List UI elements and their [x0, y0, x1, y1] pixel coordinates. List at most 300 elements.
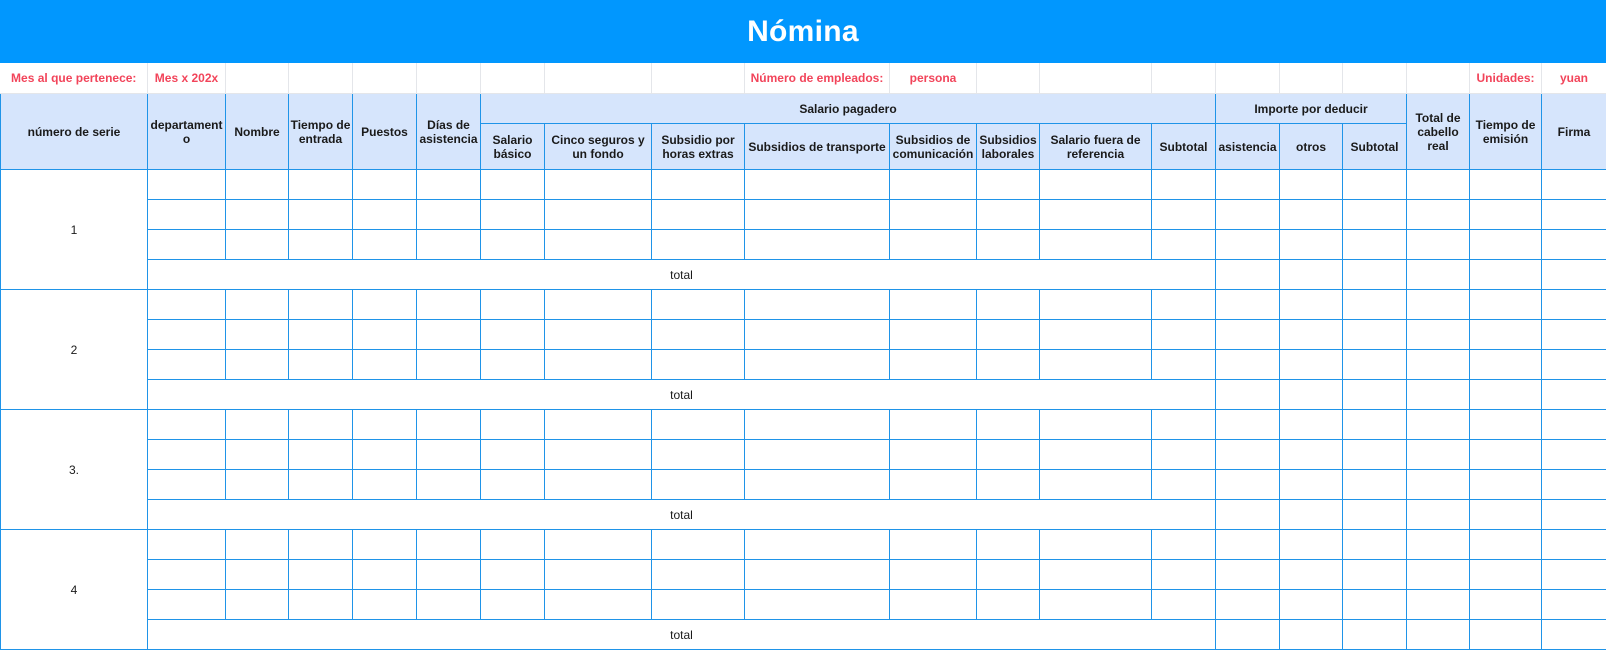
- table-cell[interactable]: [977, 170, 1040, 200]
- table-cell[interactable]: [289, 230, 353, 260]
- table-cell[interactable]: [353, 530, 417, 560]
- info-cell[interactable]: [289, 63, 353, 94]
- table-cell[interactable]: [890, 470, 977, 500]
- table-cell[interactable]: [1470, 590, 1542, 620]
- table-cell[interactable]: [1343, 410, 1407, 440]
- employees-label: Número de empleados:: [745, 63, 890, 94]
- header-issue-time: Tiempo de emisión: [1470, 94, 1542, 170]
- table-cell[interactable]: [1216, 290, 1280, 320]
- table-cell[interactable]: [1542, 530, 1606, 560]
- info-cell[interactable]: [977, 63, 1040, 94]
- table-cell[interactable]: [1470, 350, 1542, 380]
- header-deduct-group: Importe por deducir: [1216, 94, 1407, 124]
- table-cell[interactable]: [417, 470, 481, 500]
- table-cell[interactable]: [1040, 560, 1152, 590]
- header-net-total: Total de cabello real: [1407, 94, 1470, 170]
- serial-number: 4: [1, 530, 148, 650]
- serial-number: 2: [1, 290, 148, 410]
- table-cell[interactable]: [226, 350, 289, 380]
- table-cell[interactable]: [1216, 620, 1280, 650]
- table-cell[interactable]: [745, 290, 890, 320]
- table-cell[interactable]: [1343, 590, 1407, 620]
- header-signature: Firma: [1542, 94, 1606, 170]
- table-cell[interactable]: [1040, 170, 1152, 200]
- info-cell[interactable]: [226, 63, 289, 94]
- table-cell[interactable]: [1470, 290, 1542, 320]
- table-cell[interactable]: [289, 320, 353, 350]
- table-row: [1, 530, 1606, 560]
- table-cell[interactable]: [1280, 560, 1343, 590]
- payroll-table: [0, 63, 1606, 650]
- table-cell[interactable]: [1216, 230, 1280, 260]
- table-cell[interactable]: [1470, 530, 1542, 560]
- table-cell[interactable]: [1470, 200, 1542, 230]
- info-cell[interactable]: [417, 63, 481, 94]
- table-cell[interactable]: [652, 410, 745, 440]
- table-cell[interactable]: [1542, 560, 1606, 590]
- table-cell[interactable]: [417, 200, 481, 230]
- table-cell[interactable]: [1152, 590, 1216, 620]
- table-cell[interactable]: [1280, 440, 1343, 470]
- table-cell[interactable]: [977, 290, 1040, 320]
- table-cell[interactable]: [1470, 620, 1542, 650]
- table-cell[interactable]: [148, 530, 226, 560]
- info-cell[interactable]: [1216, 63, 1280, 94]
- table-cell[interactable]: [745, 560, 890, 590]
- table-cell[interactable]: [1040, 230, 1152, 260]
- table-cell[interactable]: [1343, 350, 1407, 380]
- table-cell[interactable]: [1280, 350, 1343, 380]
- table-cell[interactable]: [1407, 470, 1470, 500]
- table-cell[interactable]: [1152, 230, 1216, 260]
- table-cell[interactable]: [353, 290, 417, 320]
- table-cell[interactable]: [1407, 590, 1470, 620]
- table-cell[interactable]: [289, 440, 353, 470]
- table-cell[interactable]: [226, 470, 289, 500]
- header-positions: Puestos: [353, 94, 417, 170]
- table-cell[interactable]: [1542, 260, 1606, 290]
- table-cell[interactable]: [1542, 500, 1606, 530]
- table-cell[interactable]: [1216, 320, 1280, 350]
- table-cell[interactable]: [545, 350, 652, 380]
- table-cell[interactable]: [226, 410, 289, 440]
- table-cell[interactable]: [545, 470, 652, 500]
- table-cell[interactable]: [745, 230, 890, 260]
- table-cell[interactable]: [977, 230, 1040, 260]
- month-value[interactable]: Mes x 202x: [148, 63, 226, 94]
- table-row: [1, 200, 1606, 230]
- table-cell[interactable]: [745, 320, 890, 350]
- table-cell[interactable]: [1216, 410, 1280, 440]
- table-row: [1, 170, 1606, 200]
- table-cell[interactable]: [148, 200, 226, 230]
- table-cell[interactable]: [1280, 230, 1343, 260]
- table-cell[interactable]: [1152, 200, 1216, 230]
- table-cell[interactable]: [481, 440, 545, 470]
- table-cell[interactable]: [745, 410, 890, 440]
- table-cell[interactable]: [1470, 470, 1542, 500]
- info-cell[interactable]: [1343, 63, 1407, 94]
- table-cell[interactable]: [1152, 170, 1216, 200]
- table-cell[interactable]: [652, 440, 745, 470]
- table-cell[interactable]: [1343, 320, 1407, 350]
- table-cell[interactable]: [481, 590, 545, 620]
- table-cell[interactable]: [890, 350, 977, 380]
- table-cell[interactable]: [226, 200, 289, 230]
- table-cell[interactable]: [289, 590, 353, 620]
- table-cell[interactable]: [1280, 590, 1343, 620]
- table-cell[interactable]: [353, 230, 417, 260]
- table-cell[interactable]: [652, 560, 745, 590]
- table-cell[interactable]: [977, 350, 1040, 380]
- table-cell[interactable]: [481, 320, 545, 350]
- table-cell[interactable]: [1343, 260, 1407, 290]
- table-cell[interactable]: [1542, 410, 1606, 440]
- table-cell[interactable]: [1040, 440, 1152, 470]
- table-cell[interactable]: [1470, 230, 1542, 260]
- table-cell[interactable]: [226, 530, 289, 560]
- table-cell[interactable]: [977, 410, 1040, 440]
- table-cell[interactable]: [417, 170, 481, 200]
- table-cell[interactable]: [1542, 290, 1606, 320]
- table-cell[interactable]: [545, 320, 652, 350]
- table-cell[interactable]: [1407, 320, 1470, 350]
- table-cell[interactable]: [417, 320, 481, 350]
- table-cell[interactable]: [1152, 320, 1216, 350]
- table-cell[interactable]: [745, 350, 890, 380]
- table-cell[interactable]: [353, 440, 417, 470]
- table-cell[interactable]: [289, 560, 353, 590]
- info-cell[interactable]: [1040, 63, 1152, 94]
- table-cell[interactable]: [652, 350, 745, 380]
- table-cell[interactable]: [481, 410, 545, 440]
- table-cell[interactable]: [1407, 440, 1470, 470]
- table-cell[interactable]: [353, 200, 417, 230]
- table-cell[interactable]: [1152, 470, 1216, 500]
- table-cell[interactable]: [652, 200, 745, 230]
- table-cell[interactable]: [1280, 620, 1343, 650]
- table-row: [1, 350, 1606, 380]
- table-cell[interactable]: [890, 590, 977, 620]
- table-cell[interactable]: [353, 560, 417, 590]
- table-cell[interactable]: [1542, 620, 1606, 650]
- table-cell[interactable]: [1040, 470, 1152, 500]
- table-cell[interactable]: [1280, 290, 1343, 320]
- units-label: Unidades:: [1470, 63, 1542, 94]
- table-cell[interactable]: [1152, 440, 1216, 470]
- table-cell[interactable]: [545, 530, 652, 560]
- table-cell[interactable]: [1280, 470, 1343, 500]
- table-cell[interactable]: [481, 170, 545, 200]
- table-cell[interactable]: [1280, 170, 1343, 200]
- info-row: [1, 63, 1606, 94]
- table-cell[interactable]: [481, 200, 545, 230]
- table-cell[interactable]: [1407, 200, 1470, 230]
- table-cell[interactable]: [148, 410, 226, 440]
- header-salary-group: Salario pagadero: [481, 94, 1216, 124]
- units-value[interactable]: yuan: [1542, 63, 1606, 94]
- table-cell[interactable]: [289, 470, 353, 500]
- table-cell[interactable]: [1343, 470, 1407, 500]
- table-cell[interactable]: [1216, 560, 1280, 590]
- table-cell[interactable]: [1542, 350, 1606, 380]
- table-cell[interactable]: [289, 530, 353, 560]
- table-cell[interactable]: [890, 170, 977, 200]
- table-cell[interactable]: [545, 410, 652, 440]
- table-cell[interactable]: [481, 560, 545, 590]
- table-cell[interactable]: [1280, 320, 1343, 350]
- header-deduct-subtotal: Subtotal: [1343, 124, 1407, 170]
- table-cell[interactable]: [890, 530, 977, 560]
- table-cell[interactable]: [481, 470, 545, 500]
- table-cell[interactable]: [1343, 380, 1407, 410]
- table-cell[interactable]: [745, 470, 890, 500]
- table-cell[interactable]: [1542, 230, 1606, 260]
- table-cell[interactable]: [289, 290, 353, 320]
- info-cell[interactable]: [1152, 63, 1216, 94]
- table-cell[interactable]: [481, 530, 545, 560]
- table-cell[interactable]: [417, 230, 481, 260]
- table-cell[interactable]: [545, 200, 652, 230]
- table-cell[interactable]: [652, 530, 745, 560]
- table-cell[interactable]: [545, 290, 652, 320]
- table-cell[interactable]: [545, 440, 652, 470]
- table-cell[interactable]: [1470, 410, 1542, 440]
- table-cell[interactable]: [1407, 500, 1470, 530]
- table-cell[interactable]: [745, 590, 890, 620]
- table-cell[interactable]: [1280, 500, 1343, 530]
- table-cell[interactable]: [1152, 530, 1216, 560]
- table-cell[interactable]: [977, 200, 1040, 230]
- table-cell[interactable]: [1152, 560, 1216, 590]
- table-cell[interactable]: [890, 440, 977, 470]
- table-cell[interactable]: [1280, 380, 1343, 410]
- table-cell[interactable]: [1152, 350, 1216, 380]
- table-cell[interactable]: [226, 170, 289, 200]
- table-cell[interactable]: [1470, 560, 1542, 590]
- table-cell[interactable]: [1216, 350, 1280, 380]
- total-label: total: [148, 620, 1216, 650]
- table-cell[interactable]: [148, 290, 226, 320]
- table-cell[interactable]: [745, 200, 890, 230]
- table-cell[interactable]: [148, 470, 226, 500]
- table-cell[interactable]: [289, 410, 353, 440]
- table-cell[interactable]: [977, 320, 1040, 350]
- table-cell[interactable]: [1216, 380, 1280, 410]
- table-cell[interactable]: [1280, 410, 1343, 440]
- total-row: [1, 380, 1606, 410]
- table-cell[interactable]: [652, 230, 745, 260]
- table-cell[interactable]: [353, 170, 417, 200]
- table-cell[interactable]: [1343, 620, 1407, 650]
- table-cell[interactable]: [1407, 290, 1470, 320]
- info-cell[interactable]: [353, 63, 417, 94]
- table-cell[interactable]: [148, 440, 226, 470]
- table-cell[interactable]: [289, 200, 353, 230]
- table-row: [1, 410, 1606, 440]
- table-cell[interactable]: [1343, 500, 1407, 530]
- table-cell[interactable]: [148, 590, 226, 620]
- table-cell[interactable]: [1470, 260, 1542, 290]
- table-cell[interactable]: [417, 590, 481, 620]
- table-cell[interactable]: [1216, 470, 1280, 500]
- table-cell[interactable]: [417, 410, 481, 440]
- title-bar: [0, 0, 1606, 63]
- table-cell[interactable]: [481, 350, 545, 380]
- table-cell[interactable]: [353, 350, 417, 380]
- total-row: [1, 260, 1606, 290]
- table-cell[interactable]: [1152, 290, 1216, 320]
- table-cell[interactable]: [977, 560, 1040, 590]
- table-cell[interactable]: [745, 440, 890, 470]
- table-row: [1, 590, 1606, 620]
- table-cell[interactable]: [148, 560, 226, 590]
- table-cell[interactable]: [226, 440, 289, 470]
- table-cell[interactable]: [890, 560, 977, 590]
- table-cell[interactable]: [1407, 170, 1470, 200]
- table-cell[interactable]: [1407, 410, 1470, 440]
- table-cell[interactable]: [652, 290, 745, 320]
- table-cell[interactable]: [977, 440, 1040, 470]
- table-cell[interactable]: [1470, 500, 1542, 530]
- table-cell[interactable]: [226, 590, 289, 620]
- table-cell[interactable]: [1216, 170, 1280, 200]
- table-cell[interactable]: [890, 320, 977, 350]
- table-cell[interactable]: [545, 170, 652, 200]
- table-cell[interactable]: [1152, 410, 1216, 440]
- table-cell[interactable]: [1542, 470, 1606, 500]
- table-cell[interactable]: [353, 590, 417, 620]
- header-entry-time: Tiempo de entrada: [289, 94, 353, 170]
- table-cell[interactable]: [1280, 260, 1343, 290]
- header-labor: Subsidios laborales: [977, 124, 1040, 170]
- table-cell[interactable]: [417, 350, 481, 380]
- table-cell[interactable]: [148, 350, 226, 380]
- table-cell[interactable]: [652, 470, 745, 500]
- table-cell[interactable]: [890, 290, 977, 320]
- table-cell[interactable]: [652, 320, 745, 350]
- table-cell[interactable]: [545, 590, 652, 620]
- table-cell[interactable]: [1280, 530, 1343, 560]
- table-cell[interactable]: [148, 230, 226, 260]
- table-cell[interactable]: [148, 320, 226, 350]
- serial-number: 3.: [1, 410, 148, 530]
- table-cell[interactable]: [226, 230, 289, 260]
- table-cell[interactable]: [1470, 170, 1542, 200]
- table-cell[interactable]: [977, 530, 1040, 560]
- table-cell[interactable]: [1542, 170, 1606, 200]
- table-cell[interactable]: [1407, 350, 1470, 380]
- table-cell[interactable]: [1343, 170, 1407, 200]
- table-cell[interactable]: [1407, 620, 1470, 650]
- table-cell[interactable]: [745, 530, 890, 560]
- table-cell[interactable]: [1040, 530, 1152, 560]
- table-cell[interactable]: [745, 170, 890, 200]
- table-cell[interactable]: [977, 590, 1040, 620]
- table-cell[interactable]: [481, 290, 545, 320]
- table-cell[interactable]: [1470, 440, 1542, 470]
- table-cell[interactable]: [1542, 320, 1606, 350]
- table-cell[interactable]: [1542, 590, 1606, 620]
- table-cell[interactable]: [1407, 260, 1470, 290]
- header-salary-subtotal: Subtotal: [1152, 124, 1216, 170]
- table-cell[interactable]: [1343, 230, 1407, 260]
- table-cell[interactable]: [417, 290, 481, 320]
- table-cell[interactable]: [417, 440, 481, 470]
- table-cell[interactable]: [353, 410, 417, 440]
- info-cell[interactable]: [481, 63, 545, 94]
- info-cell[interactable]: [545, 63, 652, 94]
- info-cell[interactable]: [1280, 63, 1343, 94]
- table-cell[interactable]: [1343, 560, 1407, 590]
- table-cell[interactable]: [226, 560, 289, 590]
- table-cell[interactable]: [1216, 590, 1280, 620]
- table-cell[interactable]: [1542, 440, 1606, 470]
- table-cell[interactable]: [289, 170, 353, 200]
- header-overtime: Subsidio por horas extras: [652, 124, 745, 170]
- table-cell[interactable]: [1216, 260, 1280, 290]
- table-cell[interactable]: [1542, 200, 1606, 230]
- table-cell[interactable]: [1280, 200, 1343, 230]
- table-cell[interactable]: [1470, 380, 1542, 410]
- table-cell[interactable]: [289, 350, 353, 380]
- header-serial: número de serie: [1, 94, 148, 170]
- table-cell[interactable]: [1542, 380, 1606, 410]
- table-cell[interactable]: [1407, 380, 1470, 410]
- info-cell[interactable]: [652, 63, 745, 94]
- info-cell[interactable]: [1407, 63, 1470, 94]
- table-cell[interactable]: [1407, 530, 1470, 560]
- table-cell[interactable]: [890, 230, 977, 260]
- table-cell[interactable]: [1040, 410, 1152, 440]
- table-cell[interactable]: [1343, 290, 1407, 320]
- header-social-insurance: Cinco seguros y un fondo: [545, 124, 652, 170]
- table-cell[interactable]: [1407, 230, 1470, 260]
- table-cell[interactable]: [545, 560, 652, 590]
- table-cell[interactable]: [1216, 200, 1280, 230]
- table-cell[interactable]: [1216, 440, 1280, 470]
- table-cell[interactable]: [1470, 320, 1542, 350]
- table-cell[interactable]: [890, 200, 977, 230]
- table-cell[interactable]: [890, 410, 977, 440]
- table-cell[interactable]: [652, 170, 745, 200]
- employees-value[interactable]: persona: [890, 63, 977, 94]
- table-cell[interactable]: [1040, 290, 1152, 320]
- table-cell[interactable]: [1216, 530, 1280, 560]
- table-cell[interactable]: [1040, 320, 1152, 350]
- table-cell[interactable]: [1407, 560, 1470, 590]
- table-cell[interactable]: [226, 290, 289, 320]
- table-cell[interactable]: [1343, 200, 1407, 230]
- table-cell[interactable]: [481, 230, 545, 260]
- table-cell[interactable]: [1040, 200, 1152, 230]
- table-cell[interactable]: [1040, 590, 1152, 620]
- table-cell[interactable]: [545, 230, 652, 260]
- table-cell[interactable]: [652, 590, 745, 620]
- table-cell[interactable]: [1343, 440, 1407, 470]
- table-cell[interactable]: [417, 560, 481, 590]
- table-cell[interactable]: [1216, 500, 1280, 530]
- table-cell[interactable]: [1040, 350, 1152, 380]
- table-cell[interactable]: [977, 470, 1040, 500]
- table-cell[interactable]: [226, 320, 289, 350]
- table-cell[interactable]: [353, 320, 417, 350]
- table-cell[interactable]: [353, 470, 417, 500]
- table-cell[interactable]: [1343, 530, 1407, 560]
- table-cell[interactable]: [148, 170, 226, 200]
- total-label: total: [148, 500, 1216, 530]
- table-cell[interactable]: [417, 530, 481, 560]
